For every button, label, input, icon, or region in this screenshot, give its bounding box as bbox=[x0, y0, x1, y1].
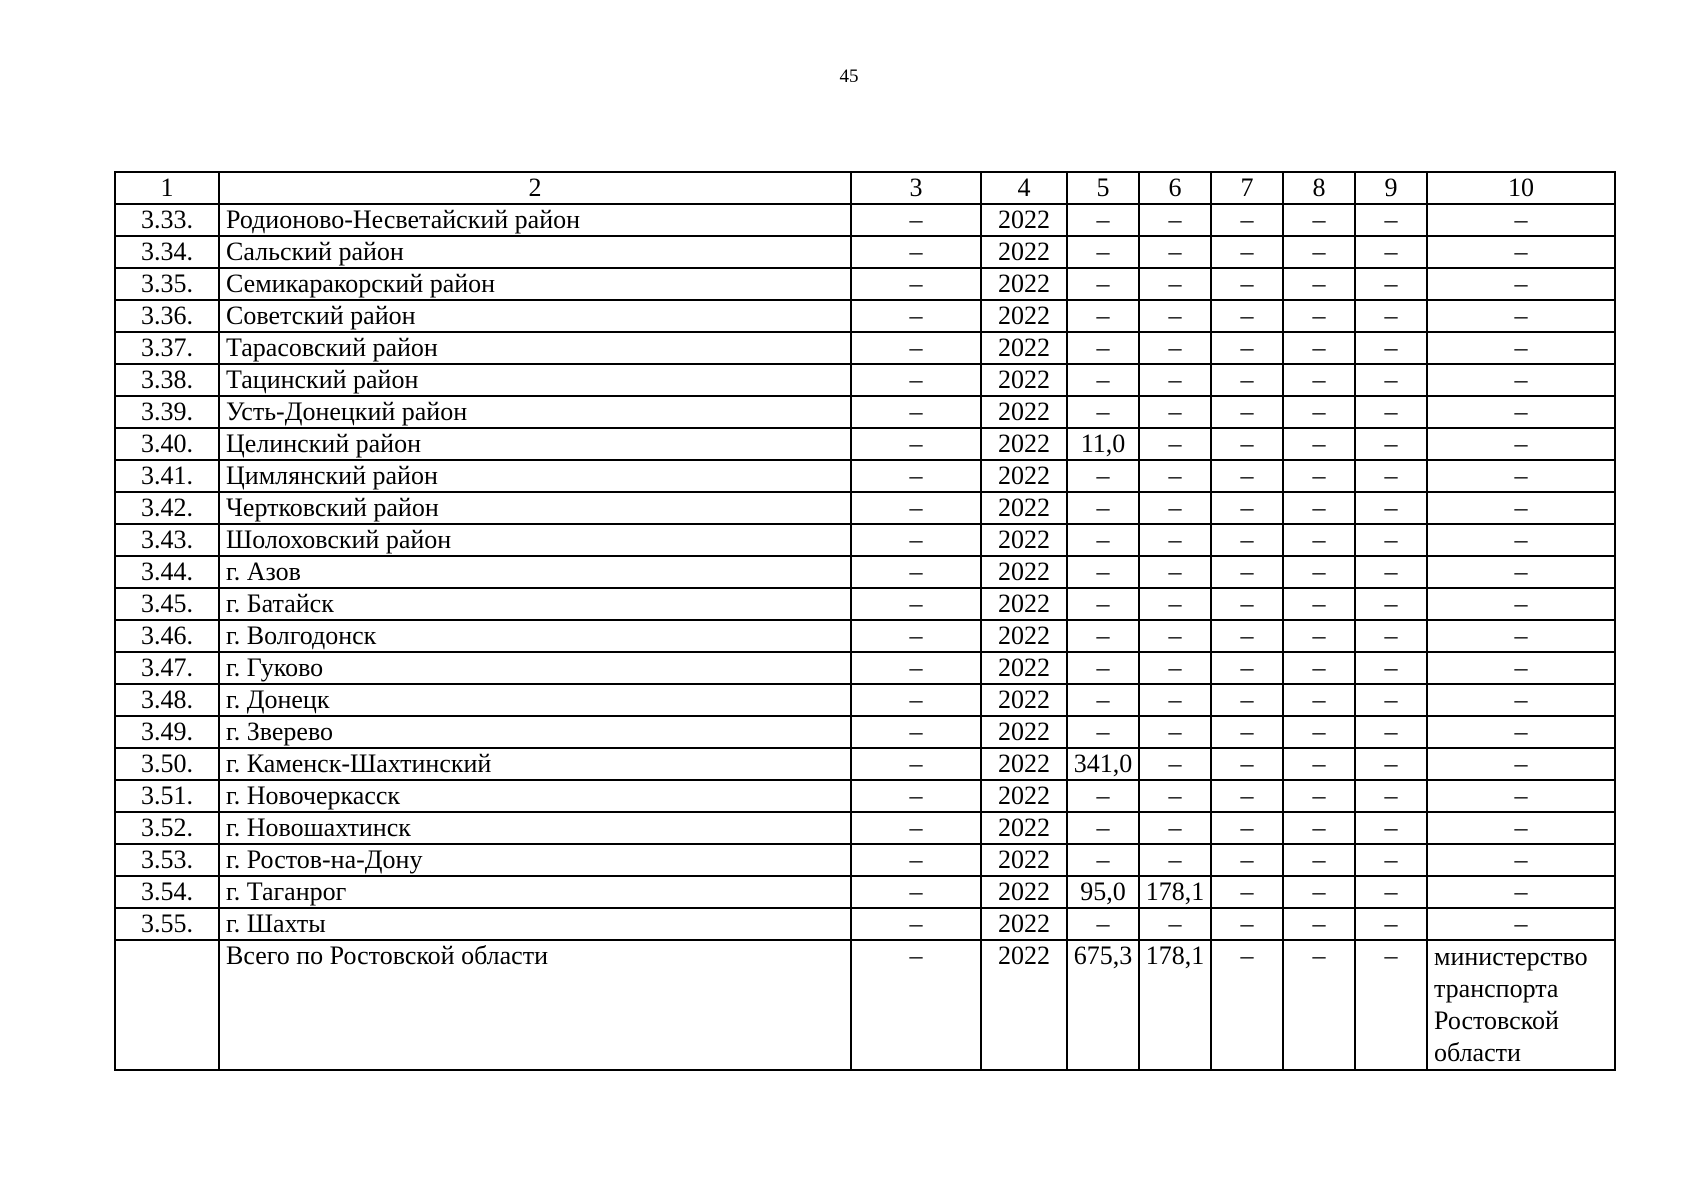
cell-8: – bbox=[1283, 236, 1355, 268]
cell-3: – bbox=[851, 332, 981, 364]
cell-3: – bbox=[851, 524, 981, 556]
cell-10: – bbox=[1427, 492, 1615, 524]
total-cell-8: – bbox=[1283, 940, 1355, 1070]
cell-3: – bbox=[851, 780, 981, 812]
cell-7: – bbox=[1211, 300, 1283, 332]
column-header: 10 bbox=[1427, 172, 1615, 204]
row-number: 3.34. bbox=[115, 236, 219, 268]
cell-10: – bbox=[1427, 908, 1615, 940]
row-number: 3.37. bbox=[115, 332, 219, 364]
cell-7: – bbox=[1211, 876, 1283, 908]
cell-5: – bbox=[1067, 396, 1139, 428]
cell-6: – bbox=[1139, 556, 1211, 588]
cell-4: 2022 bbox=[981, 268, 1067, 300]
cell-5: – bbox=[1067, 812, 1139, 844]
cell-3: – bbox=[851, 908, 981, 940]
data-table bbox=[114, 171, 1616, 1071]
column-header: 3 bbox=[851, 172, 981, 204]
cell-5: – bbox=[1067, 236, 1139, 268]
cell-3: – bbox=[851, 748, 981, 780]
row-name: г. Новочеркасск bbox=[219, 780, 851, 812]
cell-3: – bbox=[851, 620, 981, 652]
row-number: 3.39. bbox=[115, 396, 219, 428]
cell-7: – bbox=[1211, 684, 1283, 716]
cell-7: – bbox=[1211, 620, 1283, 652]
cell-10: – bbox=[1427, 300, 1615, 332]
cell-8: – bbox=[1283, 716, 1355, 748]
cell-4: 2022 bbox=[981, 652, 1067, 684]
row-number: 3.53. bbox=[115, 844, 219, 876]
cell-5: – bbox=[1067, 652, 1139, 684]
cell-9: – bbox=[1355, 364, 1427, 396]
cell-9: – bbox=[1355, 844, 1427, 876]
table-row bbox=[115, 780, 1615, 812]
cell-7: – bbox=[1211, 204, 1283, 236]
cell-8: – bbox=[1283, 268, 1355, 300]
cell-4: 2022 bbox=[981, 812, 1067, 844]
cell-9: – bbox=[1355, 588, 1427, 620]
row-number: 3.41. bbox=[115, 460, 219, 492]
cell-6: – bbox=[1139, 396, 1211, 428]
cell-4: 2022 bbox=[981, 396, 1067, 428]
column-header: 7 bbox=[1211, 172, 1283, 204]
cell-10: – bbox=[1427, 236, 1615, 268]
row-number: 3.33. bbox=[115, 204, 219, 236]
table-row bbox=[115, 524, 1615, 556]
total-row bbox=[115, 940, 1615, 1070]
column-header: 5 bbox=[1067, 172, 1139, 204]
cell-5: – bbox=[1067, 268, 1139, 300]
cell-10: – bbox=[1427, 524, 1615, 556]
row-name: г. Донецк bbox=[219, 684, 851, 716]
row-name: г. Батайск bbox=[219, 588, 851, 620]
column-header: 2 bbox=[219, 172, 851, 204]
cell-7: – bbox=[1211, 332, 1283, 364]
table-row bbox=[115, 236, 1615, 268]
cell-3: – bbox=[851, 588, 981, 620]
cell-10: – bbox=[1427, 684, 1615, 716]
cell-9: – bbox=[1355, 236, 1427, 268]
cell-8: – bbox=[1283, 204, 1355, 236]
cell-10: – bbox=[1427, 204, 1615, 236]
cell-10: – bbox=[1427, 780, 1615, 812]
cell-4: 2022 bbox=[981, 620, 1067, 652]
cell-3: – bbox=[851, 268, 981, 300]
row-number: 3.45. bbox=[115, 588, 219, 620]
cell-8: – bbox=[1283, 812, 1355, 844]
cell-9: – bbox=[1355, 908, 1427, 940]
cell-10: – bbox=[1427, 428, 1615, 460]
cell-3: – bbox=[851, 812, 981, 844]
cell-3: – bbox=[851, 204, 981, 236]
cell-9: – bbox=[1355, 652, 1427, 684]
cell-4: 2022 bbox=[981, 876, 1067, 908]
cell-10: – bbox=[1427, 844, 1615, 876]
cell-10: – bbox=[1427, 876, 1615, 908]
cell-9: – bbox=[1355, 684, 1427, 716]
cell-3: – bbox=[851, 716, 981, 748]
cell-6: – bbox=[1139, 428, 1211, 460]
cell-6: 178,1 bbox=[1139, 876, 1211, 908]
row-name: Шолоховский район bbox=[219, 524, 851, 556]
cell-5: – bbox=[1067, 204, 1139, 236]
cell-8: – bbox=[1283, 684, 1355, 716]
column-header: 6 bbox=[1139, 172, 1211, 204]
cell-3: – bbox=[851, 876, 981, 908]
cell-8: – bbox=[1283, 556, 1355, 588]
cell-3: – bbox=[851, 300, 981, 332]
cell-5: – bbox=[1067, 460, 1139, 492]
cell-6: – bbox=[1139, 524, 1211, 556]
table-row bbox=[115, 332, 1615, 364]
row-number: 3.55. bbox=[115, 908, 219, 940]
cell-4: 2022 bbox=[981, 844, 1067, 876]
row-name: Тацинский район bbox=[219, 364, 851, 396]
cell-4: 2022 bbox=[981, 908, 1067, 940]
cell-5: – bbox=[1067, 844, 1139, 876]
total-row-label: Всего по Ростовской области bbox=[219, 940, 851, 1070]
cell-9: – bbox=[1355, 492, 1427, 524]
cell-7: – bbox=[1211, 556, 1283, 588]
cell-9: – bbox=[1355, 524, 1427, 556]
cell-4: 2022 bbox=[981, 364, 1067, 396]
cell-10: – bbox=[1427, 812, 1615, 844]
cell-8: – bbox=[1283, 908, 1355, 940]
row-name: г. Ростов-на-Дону bbox=[219, 844, 851, 876]
table-row bbox=[115, 396, 1615, 428]
page-number: 45 bbox=[839, 66, 859, 87]
table-row bbox=[115, 908, 1615, 940]
total-cell-6: 178,1 bbox=[1139, 940, 1211, 1070]
cell-9: – bbox=[1355, 300, 1427, 332]
cell-5: – bbox=[1067, 492, 1139, 524]
cell-8: – bbox=[1283, 748, 1355, 780]
cell-9: – bbox=[1355, 396, 1427, 428]
column-header: 9 bbox=[1355, 172, 1427, 204]
row-name: Советский район bbox=[219, 300, 851, 332]
row-number: 3.51. bbox=[115, 780, 219, 812]
cell-8: – bbox=[1283, 652, 1355, 684]
responsible-body: министерство транспорта Ростовской области bbox=[1427, 940, 1615, 1070]
cell-7: – bbox=[1211, 460, 1283, 492]
table-row bbox=[115, 204, 1615, 236]
cell-3: – bbox=[851, 556, 981, 588]
row-name: г. Волгодонск bbox=[219, 620, 851, 652]
total-cell-4: 2022 bbox=[981, 940, 1067, 1070]
cell-7: – bbox=[1211, 844, 1283, 876]
cell-6: – bbox=[1139, 684, 1211, 716]
cell-10: – bbox=[1427, 716, 1615, 748]
cell-10: – bbox=[1427, 332, 1615, 364]
cell-7: – bbox=[1211, 492, 1283, 524]
cell-5: – bbox=[1067, 556, 1139, 588]
row-number: 3.40. bbox=[115, 428, 219, 460]
table-row bbox=[115, 428, 1615, 460]
cell-10: – bbox=[1427, 652, 1615, 684]
cell-9: – bbox=[1355, 204, 1427, 236]
cell-6: – bbox=[1139, 460, 1211, 492]
cell-10: – bbox=[1427, 620, 1615, 652]
total-cell-3: – bbox=[851, 940, 981, 1070]
cell-7: – bbox=[1211, 780, 1283, 812]
cell-7: – bbox=[1211, 236, 1283, 268]
cell-6: – bbox=[1139, 652, 1211, 684]
cell-10: – bbox=[1427, 268, 1615, 300]
cell-9: – bbox=[1355, 556, 1427, 588]
table-row bbox=[115, 300, 1615, 332]
row-name: Чертковский район bbox=[219, 492, 851, 524]
cell-3: – bbox=[851, 364, 981, 396]
cell-4: 2022 bbox=[981, 684, 1067, 716]
row-number: 3.46. bbox=[115, 620, 219, 652]
cell-5: – bbox=[1067, 364, 1139, 396]
cell-4: 2022 bbox=[981, 716, 1067, 748]
cell-4: 2022 bbox=[981, 300, 1067, 332]
cell-5: – bbox=[1067, 588, 1139, 620]
row-number: 3.52. bbox=[115, 812, 219, 844]
cell-6: – bbox=[1139, 716, 1211, 748]
table-row bbox=[115, 268, 1615, 300]
cell-8: – bbox=[1283, 844, 1355, 876]
cell-9: – bbox=[1355, 428, 1427, 460]
table-row bbox=[115, 684, 1615, 716]
cell-4: 2022 bbox=[981, 780, 1067, 812]
cell-3: – bbox=[851, 428, 981, 460]
cell-10: – bbox=[1427, 364, 1615, 396]
cell-6: – bbox=[1139, 236, 1211, 268]
cell-6: – bbox=[1139, 588, 1211, 620]
cell-10: – bbox=[1427, 556, 1615, 588]
cell-7: – bbox=[1211, 428, 1283, 460]
cell-10: – bbox=[1427, 460, 1615, 492]
cell-8: – bbox=[1283, 524, 1355, 556]
cell-5: – bbox=[1067, 716, 1139, 748]
cell-5: – bbox=[1067, 332, 1139, 364]
cell-3: – bbox=[851, 684, 981, 716]
cell-7: – bbox=[1211, 396, 1283, 428]
cell-10: – bbox=[1427, 396, 1615, 428]
cell-9: – bbox=[1355, 460, 1427, 492]
cell-8: – bbox=[1283, 300, 1355, 332]
column-header: 4 bbox=[981, 172, 1067, 204]
row-number: 3.36. bbox=[115, 300, 219, 332]
cell-4: 2022 bbox=[981, 460, 1067, 492]
table-header-row bbox=[115, 172, 1615, 204]
cell-6: – bbox=[1139, 748, 1211, 780]
row-name: г. Шахты bbox=[219, 908, 851, 940]
table-row bbox=[115, 620, 1615, 652]
cell-7: – bbox=[1211, 716, 1283, 748]
table-row bbox=[115, 460, 1615, 492]
row-name: Усть-Донецкий район bbox=[219, 396, 851, 428]
cell-8: – bbox=[1283, 428, 1355, 460]
cell-9: – bbox=[1355, 268, 1427, 300]
row-name: Тарасовский район bbox=[219, 332, 851, 364]
table-row bbox=[115, 748, 1615, 780]
cell-7: – bbox=[1211, 748, 1283, 780]
cell-5: – bbox=[1067, 620, 1139, 652]
table-row bbox=[115, 812, 1615, 844]
row-number: 3.35. bbox=[115, 268, 219, 300]
cell-4: 2022 bbox=[981, 588, 1067, 620]
total-cell-9: – bbox=[1355, 940, 1427, 1070]
cell-5: – bbox=[1067, 684, 1139, 716]
cell-7: – bbox=[1211, 268, 1283, 300]
cell-7: – bbox=[1211, 652, 1283, 684]
table-row bbox=[115, 556, 1615, 588]
row-name: Сальский район bbox=[219, 236, 851, 268]
cell-6: – bbox=[1139, 908, 1211, 940]
cell-6: – bbox=[1139, 844, 1211, 876]
cell-8: – bbox=[1283, 332, 1355, 364]
row-name: г. Каменск-Шахтинский bbox=[219, 748, 851, 780]
cell-3: – bbox=[851, 844, 981, 876]
table-row bbox=[115, 876, 1615, 908]
cell-3: – bbox=[851, 460, 981, 492]
row-name: Целинский район bbox=[219, 428, 851, 460]
cell-7: – bbox=[1211, 364, 1283, 396]
row-number: 3.49. bbox=[115, 716, 219, 748]
cell-6: – bbox=[1139, 780, 1211, 812]
cell-5: – bbox=[1067, 908, 1139, 940]
row-name: г. Гуково bbox=[219, 652, 851, 684]
cell-7: – bbox=[1211, 812, 1283, 844]
row-name: Родионово-Несветайский район bbox=[219, 204, 851, 236]
row-name: Семикаракорский район bbox=[219, 268, 851, 300]
column-header: 8 bbox=[1283, 172, 1355, 204]
row-number: 3.42. bbox=[115, 492, 219, 524]
cell-10: – bbox=[1427, 588, 1615, 620]
row-name: г. Новошахтинск bbox=[219, 812, 851, 844]
row-name: г. Азов bbox=[219, 556, 851, 588]
table-row bbox=[115, 652, 1615, 684]
table-row bbox=[115, 844, 1615, 876]
cell-7: – bbox=[1211, 588, 1283, 620]
cell-6: – bbox=[1139, 492, 1211, 524]
table-row bbox=[115, 492, 1615, 524]
cell-9: – bbox=[1355, 812, 1427, 844]
cell-9: – bbox=[1355, 716, 1427, 748]
cell-3: – bbox=[851, 236, 981, 268]
table-row bbox=[115, 716, 1615, 748]
cell-9: – bbox=[1355, 332, 1427, 364]
cell-7: – bbox=[1211, 908, 1283, 940]
cell-6: – bbox=[1139, 364, 1211, 396]
cell-6: – bbox=[1139, 204, 1211, 236]
cell-9: – bbox=[1355, 780, 1427, 812]
row-name: г. Таганрог bbox=[219, 876, 851, 908]
cell-9: – bbox=[1355, 620, 1427, 652]
cell-4: 2022 bbox=[981, 748, 1067, 780]
cell-4: 2022 bbox=[981, 236, 1067, 268]
cell-3: – bbox=[851, 492, 981, 524]
cell-9: – bbox=[1355, 876, 1427, 908]
total-row-number bbox=[115, 940, 219, 1070]
cell-8: – bbox=[1283, 876, 1355, 908]
row-number: 3.50. bbox=[115, 748, 219, 780]
row-name: Цимлянский район bbox=[219, 460, 851, 492]
row-number: 3.47. bbox=[115, 652, 219, 684]
cell-5: 341,0 bbox=[1067, 748, 1139, 780]
cell-6: – bbox=[1139, 812, 1211, 844]
row-number: 3.38. bbox=[115, 364, 219, 396]
column-header: 1 bbox=[115, 172, 219, 204]
cell-6: – bbox=[1139, 332, 1211, 364]
cell-3: – bbox=[851, 652, 981, 684]
cell-9: – bbox=[1355, 748, 1427, 780]
row-number: 3.54. bbox=[115, 876, 219, 908]
cell-6: – bbox=[1139, 300, 1211, 332]
cell-8: – bbox=[1283, 588, 1355, 620]
cell-8: – bbox=[1283, 396, 1355, 428]
table-row bbox=[115, 588, 1615, 620]
total-cell-5: 675,3 bbox=[1067, 940, 1139, 1070]
cell-5: – bbox=[1067, 780, 1139, 812]
cell-10: – bbox=[1427, 748, 1615, 780]
cell-5: – bbox=[1067, 524, 1139, 556]
row-number: 3.43. bbox=[115, 524, 219, 556]
cell-7: – bbox=[1211, 524, 1283, 556]
row-number: 3.44. bbox=[115, 556, 219, 588]
cell-8: – bbox=[1283, 780, 1355, 812]
cell-6: – bbox=[1139, 268, 1211, 300]
row-number: 3.48. bbox=[115, 684, 219, 716]
cell-8: – bbox=[1283, 492, 1355, 524]
cell-3: – bbox=[851, 396, 981, 428]
cell-8: – bbox=[1283, 460, 1355, 492]
cell-5: 11,0 bbox=[1067, 428, 1139, 460]
cell-5: – bbox=[1067, 300, 1139, 332]
cell-4: 2022 bbox=[981, 492, 1067, 524]
cell-6: – bbox=[1139, 620, 1211, 652]
total-cell-7: – bbox=[1211, 940, 1283, 1070]
row-name: г. Зверево bbox=[219, 716, 851, 748]
cell-4: 2022 bbox=[981, 332, 1067, 364]
cell-4: 2022 bbox=[981, 524, 1067, 556]
cell-8: – bbox=[1283, 620, 1355, 652]
cell-5: 95,0 bbox=[1067, 876, 1139, 908]
cell-4: 2022 bbox=[981, 428, 1067, 460]
cell-4: 2022 bbox=[981, 556, 1067, 588]
cell-4: 2022 bbox=[981, 204, 1067, 236]
table-row bbox=[115, 364, 1615, 396]
cell-8: – bbox=[1283, 364, 1355, 396]
